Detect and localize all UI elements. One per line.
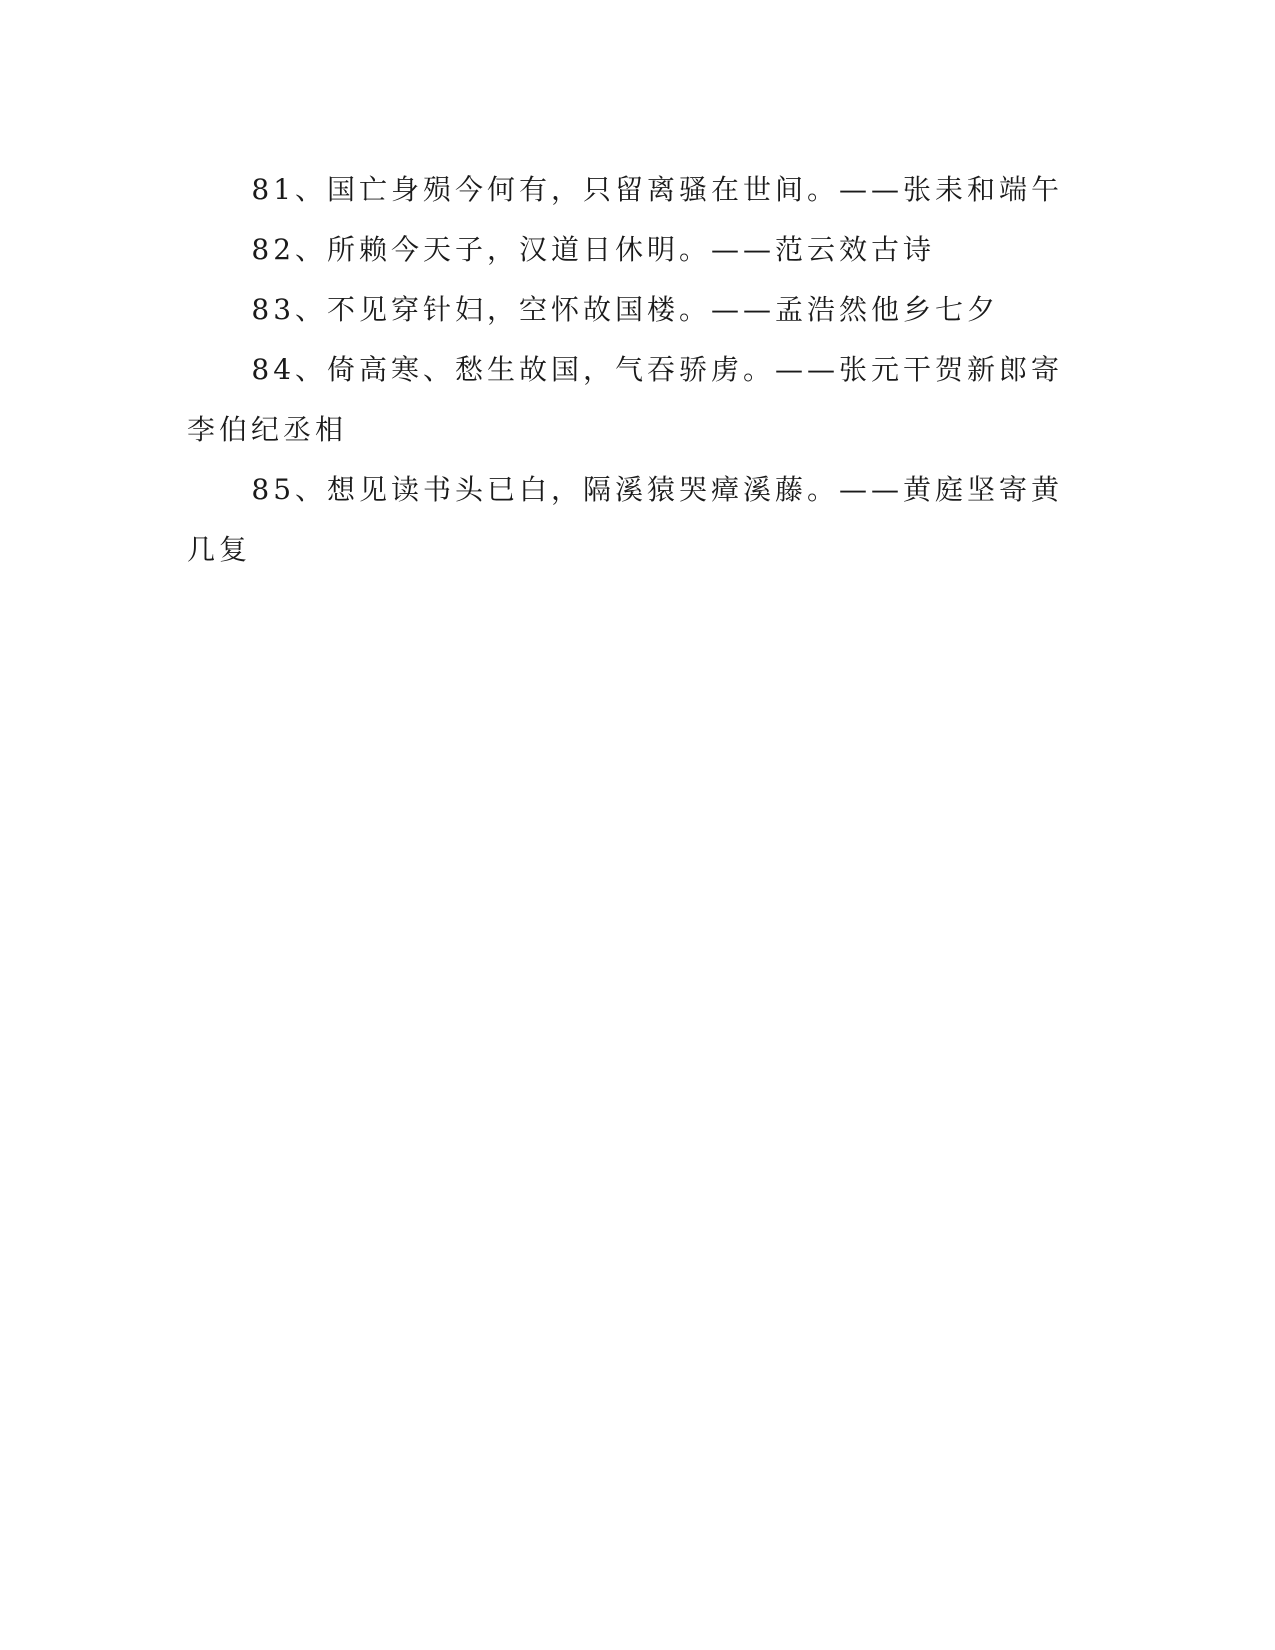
quote-line-81: 81、国亡身殒今何有，只留离骚在世间。——张耒和端午 [251, 173, 1064, 206]
document-body [187, 160, 1077, 580]
quote-line-83: 83、不见穿针妇，空怀故国楼。——孟浩然他乡七夕 [251, 293, 1000, 326]
quote-line-85: 85、想见读书头已白，隔溪猿哭瘴溪藤。——黄庭坚寄黄几复 [187, 473, 1064, 566]
quote-line-84: 84、倚高寒、愁生故国，气吞骄虏。——张元干贺新郎寄李伯纪丞相 [187, 353, 1064, 446]
quote-line-82: 82、所赖今天子，汉道日休明。——范云效古诗 [251, 233, 936, 266]
